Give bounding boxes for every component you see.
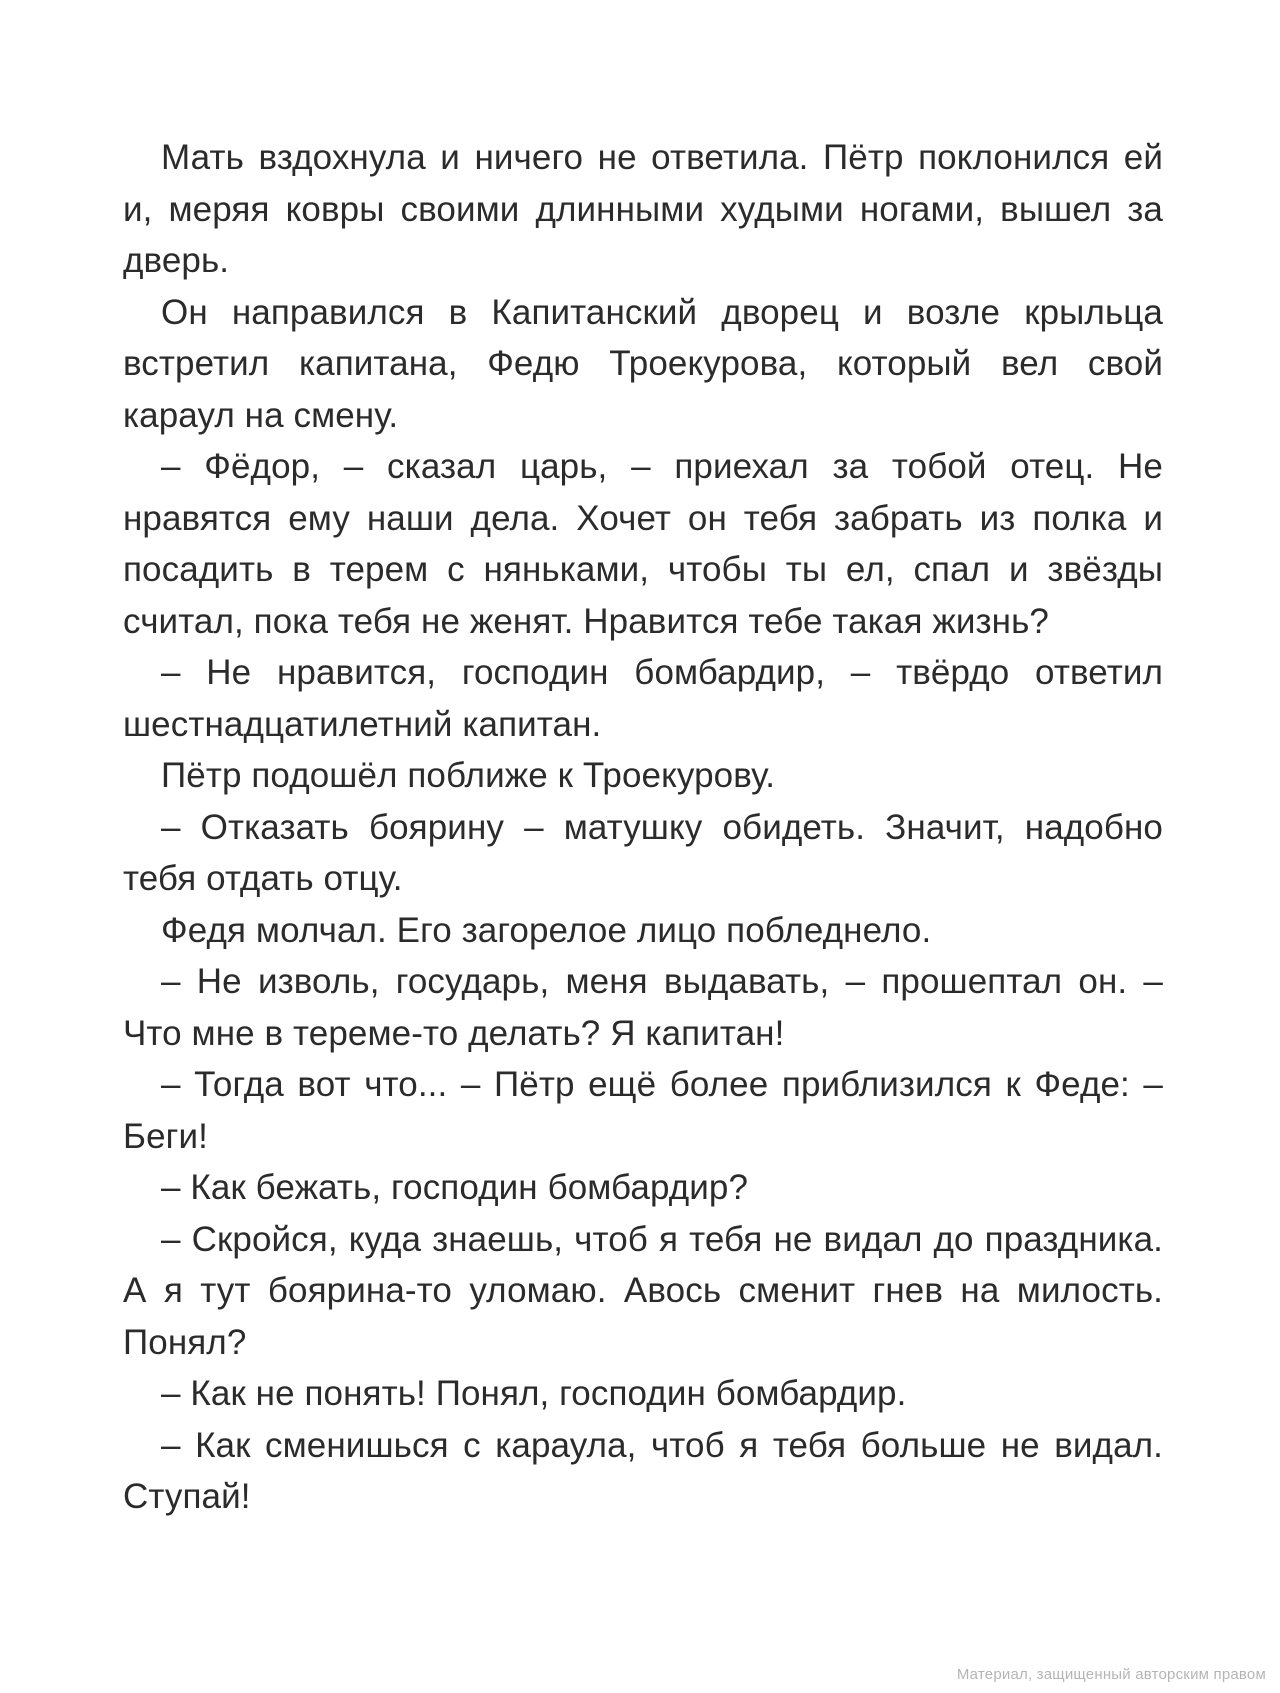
paragraph: Он направился в Капитанский дворец и возле крыльца встретил капитана, Федю Троекурова, который вел свой караул на смену. [123, 292, 1163, 435]
paragraph: – Тогда вот что... – Пётр ещё более приблизился к Феде: – Беги! [123, 1065, 1163, 1156]
page-body [123, 132, 1163, 1523]
paragraph: Пётр подошёл поближе к Троекурову. [161, 756, 776, 795]
paragraph: – Не нравится, господин бомбардир, – твёрдо ответил шестнадцатилетний капитан. [123, 653, 1163, 744]
paragraph: – Как бежать, господин бомбардир? [161, 1168, 749, 1207]
copyright-watermark: Материал, защищенный авторским правом [956, 1666, 1266, 1683]
paragraph: – Отказать боярину – матушку обидеть. Значит, надобно тебя отдать отцу. [123, 807, 1163, 898]
paragraph: Федя молчал. Его загорелое лицо побледнело. [161, 910, 932, 950]
paragraph: – Скройся, куда знаешь, чтоб я тебя не видал до праздника. А я тут боярина-то уломаю. Авось сменит гнев на милость. Понял? [123, 1219, 1163, 1362]
paragraph: – Фёдор, – сказал царь, – приехал за тобой отец. Не нравятся ему наши дела. Хочет он тебя забрать из полка и посадить в терем с няньками, чтобы ты ел, спал и звёзды считал, пока тебя не женят. Нравится тебе такая жизнь? [123, 447, 1163, 641]
paragraph: – Как не понять! Понял, господин бомбардир. [161, 1374, 907, 1413]
paragraph: Мать вздохнула и ничего не ответила. Пётр поклонился ей и, меряя ковры своими длинными худыми ногами, вышел за дверь. [123, 138, 1163, 280]
paragraph: – Как сменишься с караула, чтоб я тебя больше не видал. Ступай! [123, 1425, 1163, 1516]
paragraph: – Не изволь, государь, меня выдавать, – прошептал он. – Что мне в тереме-то делать? Я капитан! [123, 962, 1163, 1053]
